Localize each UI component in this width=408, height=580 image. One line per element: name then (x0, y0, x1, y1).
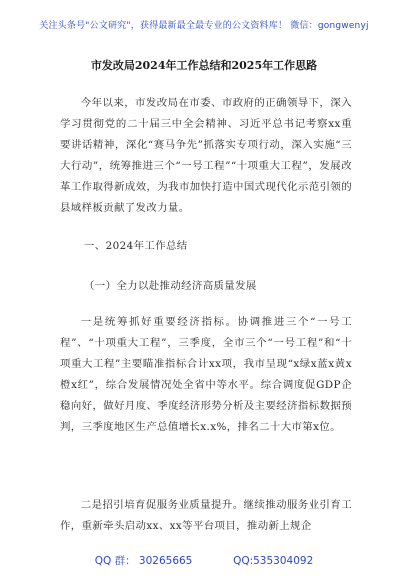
body-paragraph-2 (60, 495, 352, 537)
body-paragraph-2-text: 二是招引培育促服务业质量提升。继续推动服务业引育工作，重新牵头启动xx、xx等平台项目，推动新上规企 (60, 499, 352, 532)
section-heading-1: 一、2024年工作总结 (84, 240, 188, 252)
intro-text: 今年以来，市发改局在市委、市政府的正确领导下，深入学习贯彻党的二十届三中全会精神、习近平总书记考察xx重要讲话精神，深化“赛马争先”抓落实专项行动，深入实施“三大行动”，统筹推进三个“一号工程”“十项重大工程”，发展改革工作取得新成效，为我市加快打造中国式现代化示范引领的县域样板贡献了发改力量。 (60, 97, 352, 214)
intro-paragraph (60, 93, 352, 219)
body-paragraph-1-text: 一是统筹抓好重要经济指标。协调推进三个“一号工程”、“十项重大工程”，三季度，全市三个“一号工程”和“十项重大工程”主要瞄准指标合计xx项，我市呈现“x绿x蓝x黄x橙x红”，综合发展情况处全省中等水平。综合调度促GDP企稳向好，做好月度、季度经济形势分析及主要经济指标数据预判，三季度地区生产总值增长x.x%，排名二十大市第x位。 (60, 316, 352, 433)
body-paragraph-1 (60, 312, 352, 438)
subsection-heading-1: （一）全力以赴推动经济高质量发展 (84, 280, 257, 292)
qq-number-text: QQ:535304092 (233, 555, 314, 567)
bottom-contact-banner (0, 553, 408, 568)
qq-group-text: QQ 群： 30265665 (94, 555, 193, 567)
top-promo-banner: 关注头条号"公文研究"，获得最新最全最专业的公文资料库！ 微信：gongwenyj (39, 21, 369, 31)
document-title: 市发改局2024年工作总结和2025年工作思路 (90, 59, 318, 72)
